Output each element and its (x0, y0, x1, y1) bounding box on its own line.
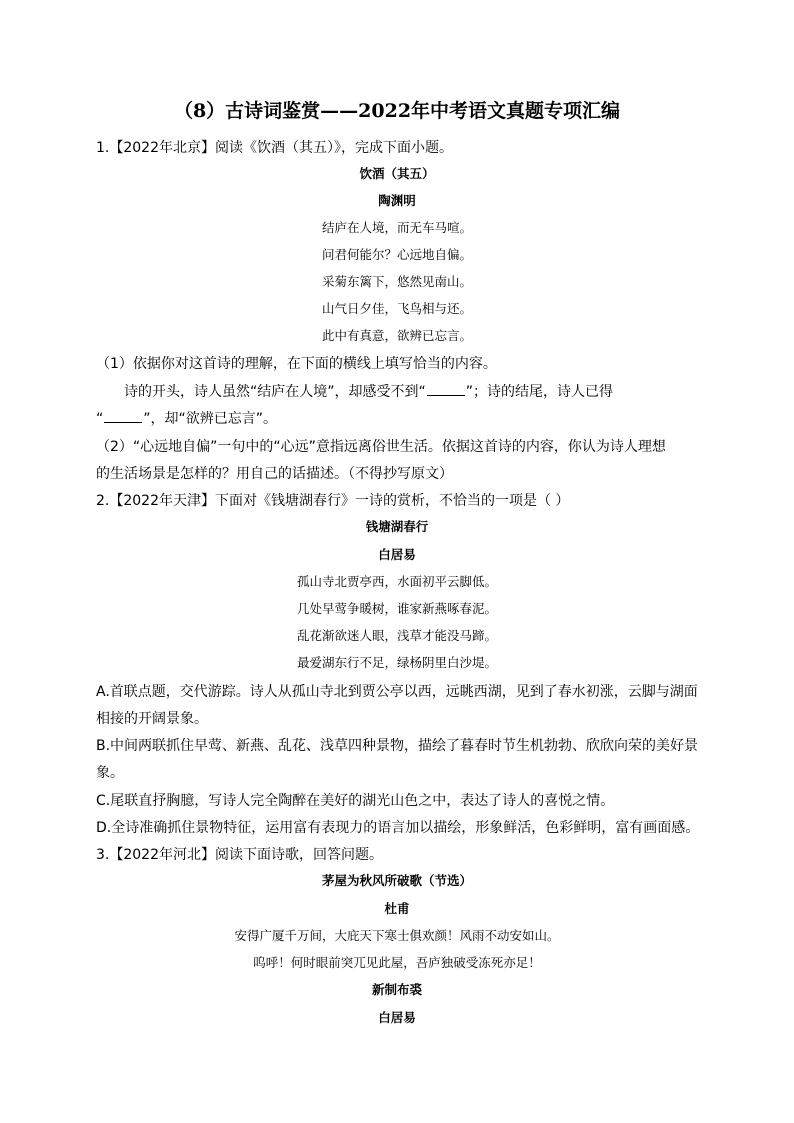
q1-poem-line: 问君何能尔？心远地自偏。 (321, 247, 472, 262)
page-title: （8）古诗词鉴赏——2022年中考语文真题专项汇编 (173, 100, 621, 122)
q3-poem1-line: 安得广厦千万间，大庇天下寒士俱欢颜！风雨不动安如山。 (234, 928, 560, 943)
q2-poem-line: 孤山寺北贾亭西，水面初平云脚低。 (296, 574, 497, 589)
q1-poem-line: 结庐在人境，而无车马喧。 (321, 220, 472, 235)
q3-poem1-author: 杜甫 (384, 901, 410, 916)
q2-option-a: A.首联点题，交代游踪。诗人从孤山寺北到贾公亭以西，远眺西湖，见到了春水初涨，云脚与湖面 (96, 684, 698, 700)
q1-sub2-line2: 的生活场景是怎样的？用自己的话描述。（不得抄写原文） (96, 466, 453, 482)
q3-poem2-title: 新制布裘 (371, 982, 422, 997)
q1-heading: 1.【2022年北京】阅读《饮酒（其五）》，完成下面小题。 (96, 140, 453, 156)
q3-poem2-author: 白居易 (378, 1010, 416, 1025)
q1-poem-line: 山气日夕佳，飞鸟相与还。 (321, 301, 472, 316)
q1-sub1-fill-line-2: “ ”，却“欲辨已忘言”。 (96, 411, 278, 427)
answer-blank[interactable] (104, 410, 142, 423)
q2-poem-title: 钱塘湖春行 (365, 519, 429, 534)
q2-option-d: D.全诗准确抓住景物特征，运用富有表现力的语言加以描绘，形象鲜活，色彩鲜明，富有画面感。 (96, 820, 700, 836)
q2-option-a-cont: 相接的开阔景象。 (96, 711, 208, 727)
answer-blank[interactable] (427, 383, 465, 396)
q1-sub1-fill-line: 诗的开头，诗人虽然“结庐在人境”，却感受不到“ ”；诗的结尾，诗人已得 (124, 384, 614, 400)
q2-poem-line: 几处早莺争暖树，谁家新燕啄春泥。 (296, 601, 497, 616)
q1-poem-line: 此中有真意，欲辨已忘言。 (321, 328, 472, 343)
q3-heading: 3.【2022年河北】阅读下面诗歌，回答问题。 (96, 847, 383, 863)
q2-heading: 2.【2022年天津】下面对《钱塘湖春行》一诗的赏析，不恰当的一项是（ ） (96, 493, 570, 509)
q1-poem-title: 饮酒（其五） (359, 166, 435, 181)
q1-sub1: （1）依据你对这首诗的理解，在下面的横线上填写恰当的内容。 (96, 356, 497, 372)
q3-poem1-line: 呜呼！何时眼前突兀见此屋，吾庐独破受冻死亦足！ (253, 955, 541, 970)
q3-poem1-title: 茅屋为秋风所破歌（节选） (321, 873, 472, 888)
q2-option-c: C.尾联直抒胸臆，写诗人完全陶醉在美好的湖光山色之中，表达了诗人的喜悦之情。 (96, 793, 615, 809)
q1-sub2-line1: （2）“心远地自偏”一句中的“心远”意指远离俗世生活。依据这首诗的内容，你认为诗人理想 (96, 439, 666, 455)
q2-poem-line: 乱花渐欲迷人眼，浅草才能没马蹄。 (296, 628, 497, 643)
q2-poem-line: 最爱湖东行不足，绿杨阴里白沙堤。 (296, 655, 497, 670)
q1-poem-author: 陶渊明 (378, 193, 416, 208)
q2-option-b: B.中间两联抓住早莺、新燕、乱花、浅草四种景物，描绘了暮春时节生机勃勃、欣欣向荣的美好景 (96, 738, 699, 754)
q2-poem-author: 白居易 (378, 547, 416, 562)
q1-poem-line: 采菊东篱下，悠然见南山。 (321, 274, 472, 289)
q2-option-b-cont: 象。 (96, 765, 124, 781)
